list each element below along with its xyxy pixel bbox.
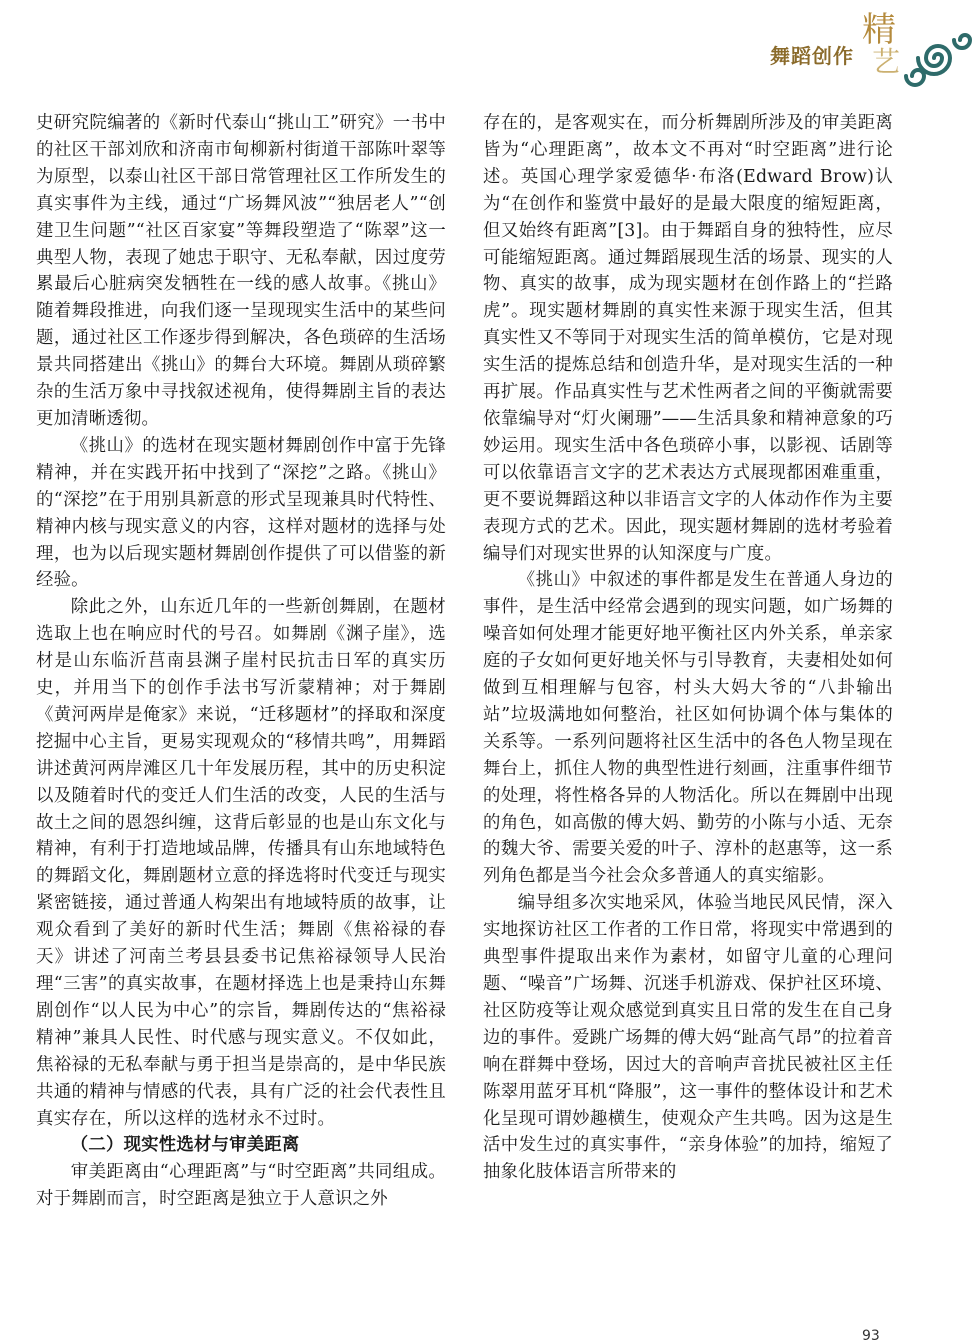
right-column bbox=[483, 110, 893, 1186]
cloud-swirl-icon bbox=[898, 18, 978, 98]
right-paragraph-3: 编导组多次实地采风，体验当地民风民情，深入实地探访社区工作者的工作日常，将现实中常遇到的典型事件提取出来作为素材，如留守儿童的心理问题、“噪音”广场舞、沉迷手机游戏、保护社区环境、社区防疫等让观众感觉到真实且日常的发生在自己身边的事件。爱跳广场舞的傅大妈“趾高气昂”的拉着音响在群舞中登场，因过大的音响声音扰民被社区主任陈翠用蓝牙耳机“降服”，这一事件的整体设计和艺术化呈现可谓妙趣横生，使观众产生共鸣。因为这是生活中发生过的真实事件，“亲身体验”的加持，缩短了抽象化肢体语言所带来的 bbox=[483, 893, 893, 1183]
logo-char-jing: 精 bbox=[862, 10, 896, 50]
left-column bbox=[36, 110, 446, 1213]
page-header bbox=[0, 0, 978, 100]
left-paragraph-2: 《挑山》的选材在现实题材舞剧创作中富于先锋精神，并在实践开拓中找到了“深挖”之路。《挑山》的“深挖”在于用别具新意的形式呈现兼具时代特性、精神内核与现实意义的内容，这样对题材的选择与处理，也为以后现实题材舞剧创作提供了可以借鉴的新经验。 bbox=[36, 435, 446, 591]
left-paragraph-3: 除此之外，山东近几年的一些新创舞剧，在题材选取上也在响应时代的号召。如舞剧《渊子崖》，选材是山东临沂莒南县渊子崖村民抗击日军的真实历史，并用当下的创作手法书写沂蒙精神；对于舞剧《黄河两岸是俺家》来说，“迁移题材”的择取和深度挖掘中心主旨，更易实现观众的“移情共鸣”，用舞蹈讲述黄河两岸滩区几十年发展历程，其中的历史积淀以及随着时代的变迁人们生活的改变，人民的生活与故土之间的恩怨纠缠，这背后彰显的也是山东文化与精神，有利于打造地域品牌，传播具有山东地域特色的舞蹈文化，舞剧题材立意的择选将时代变迁与现实紧密链接，通过普通人构架出有地域特质的故事，让观众看到了美好的新时代生活；舞剧《焦裕禄的春天》讲述了河南兰考县县委书记焦裕禄领导人民治理“三害”的真实故事，在题材择选上也是秉持山东舞剧创作“以人民为中心”的宗旨，舞剧传达的“焦裕禄精神”兼具人民性、时代感与现实意义。不仅如此，焦裕禄的无私奉献与勇于担当是崇高的，是中华民族共通的精神与情感的代表，具有广泛的社会代表性且真实存在，所以这样的选材永不过时。 bbox=[36, 597, 446, 1129]
right-paragraph-2: 《挑山》中叙述的事件都是发生在普通人身边的事件，是生活中经常会遇到的现实问题，如广场舞的噪音如何处理才能更好地平衡社区内外关系，单亲家庭的子女如何更好地关怀与引导教育，夫妻相处如何做到互相理解与包容，村头大妈大爷的“八卦输出站”垃圾满地如何整治，社区如何协调个体与集体的关系等。一系列问题将社区生活中的各色人物呈现在舞台上，抓住人物的典型性进行刻画，注重事件细节的处理，将性格各异的人物活化。所以在舞剧中出现的角色，如高傲的傅大妈、勤劳的小陈与小适、无奈的魏大爷、需要关爱的叶子、淳朴的赵惠等，这一系列角色都是当今社会众多普通人的真实缩影。 bbox=[483, 570, 893, 887]
left-paragraph-1: 史研究院编著的《新时代泰山“挑山工”研究》一书中的社区干部刘欣和济南市甸柳新村街道干部陈叶翠等为原型，以泰山社区干部日常管理社区工作所发生的真实事件为主线，通过“广场舞风波”“独居老人”“创建卫生问题”“社区百家宴”等舞段塑造了“陈翠”这一典型人物，表现了她忠于职守、无私奉献，因过度劳累最后心脏病突发牺牲在一线的感人故事。《挑山》随着舞段推进，向我们逐一呈现现实生活中的某些问题，通过社区工作逐步得到解决，各色琐碎的生活场景共同搭建出《挑山》的舞台大环境。舞剧从琐碎繁杂的生活万象中寻找叙述视角，使得舞剧主旨的表达更加清晰透彻。 bbox=[36, 113, 446, 429]
right-paragraph-1: 存在的，是客观实在，而分析舞剧所涉及的审美距离皆为“心理距离”，故本文不再对“时空距离”进行论述。英国心理学家爱德华·布洛(Edward Brow)认为“在创作和鉴赏中最好的是最大限度的缩短距离，但又始终有距离”[3]。由于舞蹈自身的独特性，应尽可能缩短距离。通过舞蹈展现生活的场景、现实的人物、真实的故事，成为现实题材在创作路上的“拦路虎”。现实题材舞剧的真实性来源于现实生活，但其真实性又不等同于对现实生活的简单模仿，它是对现实生活的提炼总结和创造升华，是对现实生活的一种再扩展。作品真实性与艺术性两者之间的平衡就需要依靠编导对“灯火阑珊”——生活具象和精神意象的巧妙运用。现实生活中各色琐碎小事，以影视、话剧等可以依靠语言文字的艺术表达方式展现都困难重重，更不要说舞蹈这种以非语言文字的人体动作作为主要表现方式的艺术。因此，现实题材舞剧的选材考验着编导们对现实世界的认知深度与广度。 bbox=[483, 113, 893, 564]
left-paragraph-4: 审美距离由“心理距离”与“时空距离”共同组成。对于舞剧而言，时空距离是独立于人意识之外 bbox=[36, 1162, 446, 1210]
section-label: 舞蹈创作 bbox=[770, 44, 854, 68]
page-number: 93 bbox=[862, 1328, 880, 1344]
logo-char-yi: 艺 bbox=[872, 45, 901, 78]
section-heading: （二）现实性选材与审美距离 bbox=[70, 1135, 300, 1156]
